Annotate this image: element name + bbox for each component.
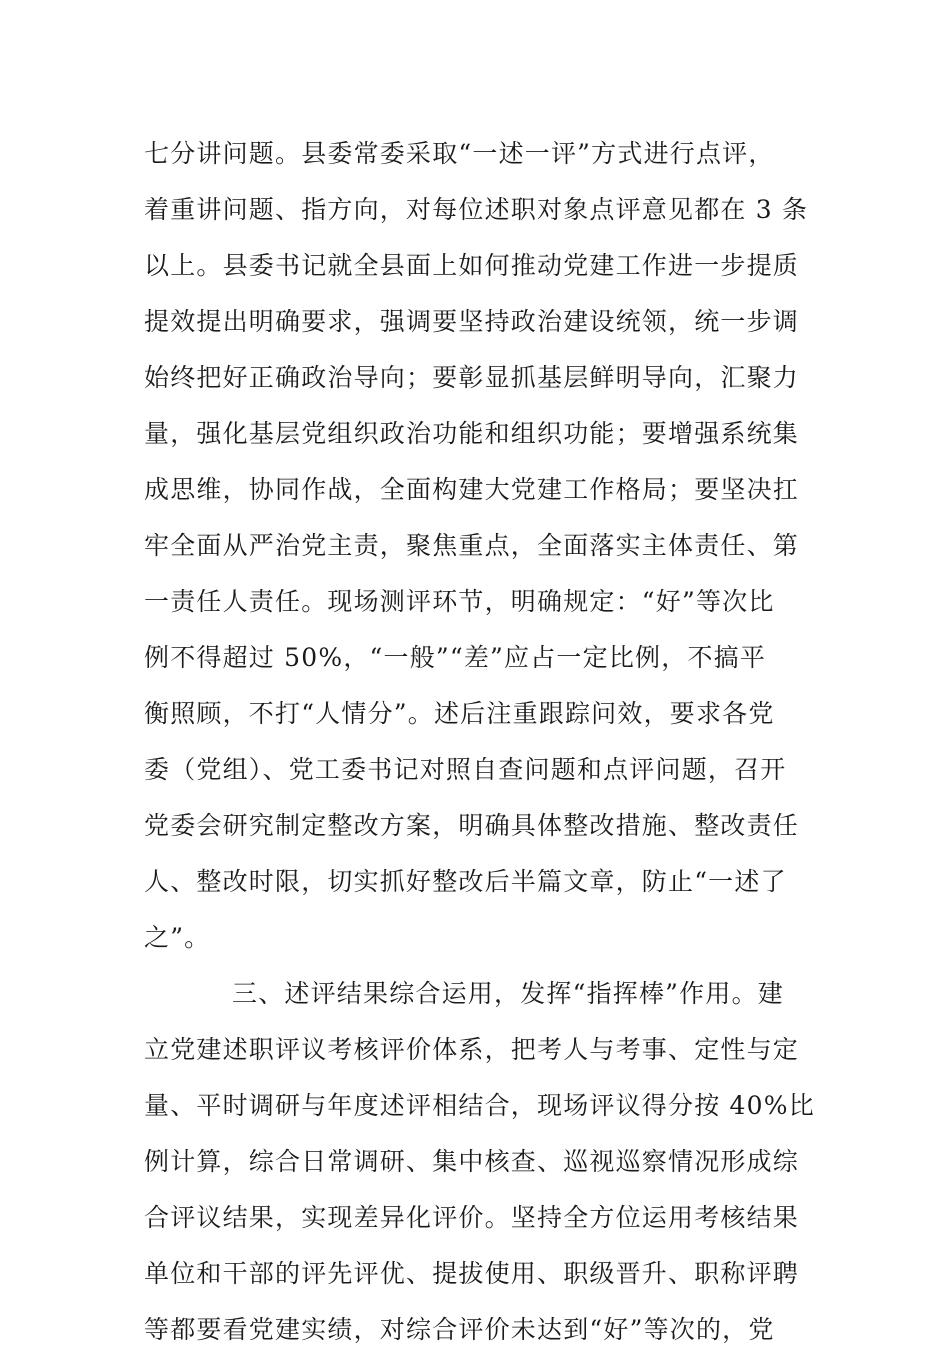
text-line: 党委会研究制定整改方案，明确具体整改措施、整改责任 bbox=[144, 811, 800, 840]
text-line: 人、整改时限，切实抓好整改后半篇文章，防止“一述了 bbox=[144, 867, 787, 896]
text-line: 一责任人责任。现场测评环节，明确规定：“好”等次比 bbox=[144, 587, 775, 616]
text-line: 量、平时调研与年度述评相结合，现场评议得分按 40%比 bbox=[144, 1091, 815, 1120]
text-line: 立党建述职评议考核评价体系，把考人与考事、定性与定 bbox=[144, 1035, 800, 1064]
text-line: 始终把好正确政治导向；要彰显抓基层鲜明导向，汇聚力 bbox=[144, 363, 800, 392]
text-line: 合评议结果，实现差异化评价。坚持全方位运用考核结果 bbox=[144, 1203, 800, 1232]
text-line: 之”。 bbox=[144, 923, 211, 952]
body-text bbox=[144, 126, 824, 1358]
text-line: 七分讲问题。县委常委采取“一述一评”方式进行点评， bbox=[144, 139, 775, 168]
text-line: 成思维，协同作战，全面构建大党建工作格局；要坚决扛 bbox=[144, 475, 800, 504]
text-line: 牢全面从严治党主责，聚焦重点，全面落实主体责任、第 bbox=[144, 531, 800, 560]
section-heading-line: 三、述评结果综合运用，发挥“指挥棒”作用。建 bbox=[232, 979, 784, 1008]
text-line: 单位和干部的评先评优、提拔使用、职级晋升、职称评聘 bbox=[144, 1259, 800, 1288]
text-line: 衡照顾，不打“人情分”。述后注重跟踪问效，要求各党 bbox=[144, 699, 775, 728]
text-line: 等都要看党建实绩，对综合评价未达到“好”等次的，党 bbox=[144, 1315, 775, 1344]
text-line: 提效提出明确要求，强调要坚持政治建设统领，统一步调 bbox=[144, 307, 800, 336]
text-line: 着重讲问题、指方向，对每位述职对象点评意见都在 3 条 bbox=[144, 195, 809, 224]
text-line: 委（党组）、党工委书记对照自查问题和点评问题，召开 bbox=[144, 755, 787, 784]
text-line: 例不得超过 50%，“一般”“差”应占一定比例，不搞平 bbox=[144, 643, 767, 672]
text-line: 量，强化基层党组织政治功能和组织功能；要增强系统集 bbox=[144, 419, 800, 448]
text-line: 例计算，综合日常调研、集中核查、巡视巡察情况形成综 bbox=[144, 1147, 800, 1176]
text-line: 以上。县委书记就全县面上如何推动党建工作进一步提质 bbox=[144, 251, 800, 280]
